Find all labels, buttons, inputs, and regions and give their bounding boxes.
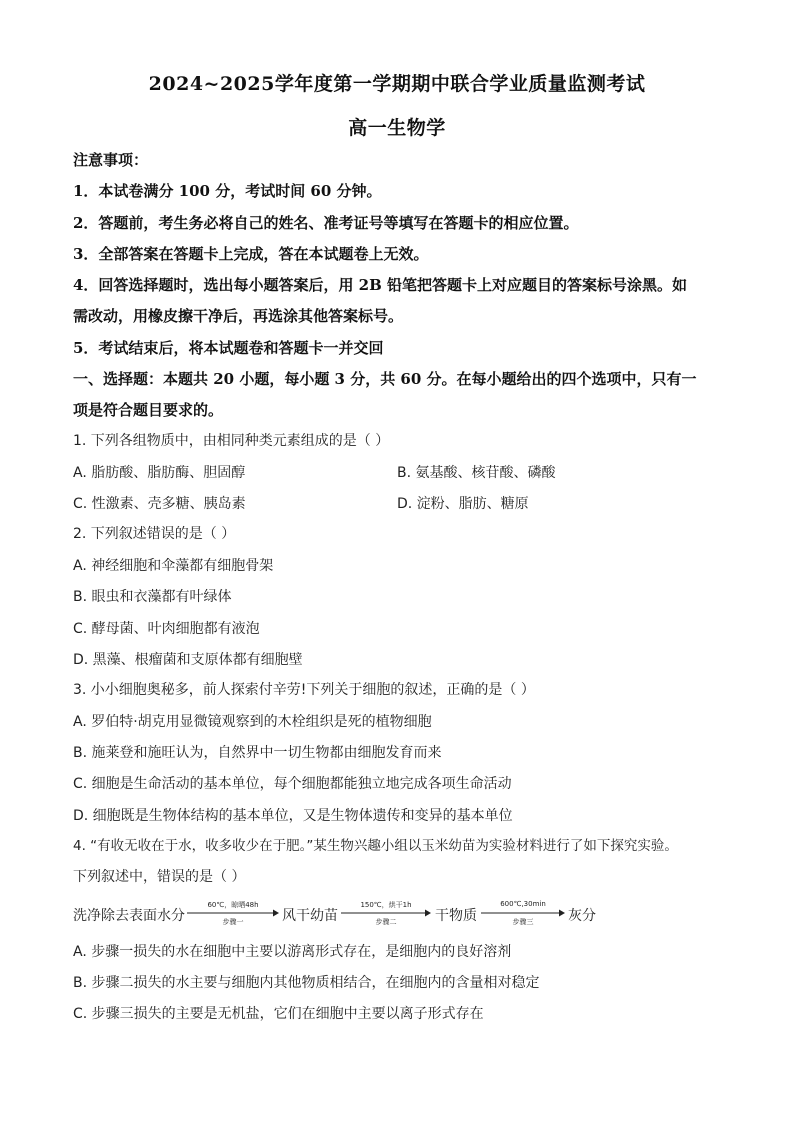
q1-stem: 1. 下列各组物质中，由相同种类元素组成的是（ ）	[73, 433, 390, 449]
q4-stem-cont: 下列叙述中，错误的是（ ）	[73, 869, 246, 885]
section-heading-cont: 项是符合题目要求的。	[73, 401, 224, 419]
arrow-right-icon	[481, 909, 565, 917]
q3-option-d[interactable]: D. 细胞既是生物体结构的基本单位，又是生物体遗传和变异的基本单位	[73, 808, 513, 824]
notice-item-3: 3．全部答案在答题卡上完成，答在本试题卷上无效。	[73, 245, 429, 263]
flow-step-air-dried-seedlings: 风干幼苗	[282, 908, 338, 924]
q1-option-a[interactable]: A. 脂肪酸、脂肪酶、胆固醇	[73, 465, 246, 481]
arrow-step1-condition: 60℃，晾晒48h	[207, 901, 259, 909]
q1-option-b[interactable]: B. 氨基酸、核苷酸、磷酸	[397, 465, 556, 481]
notice-item-1: 1．本试卷满分 100 分，考试时间 60 分钟。	[73, 182, 382, 200]
arrow-step2-label: 步骤二	[375, 918, 397, 926]
q2-option-a[interactable]: A. 神经细胞和伞藻都有细胞骨架	[73, 558, 274, 574]
flow-arrow-step2	[341, 900, 431, 930]
q4-option-b[interactable]: B. 步骤二损失的水主要与细胞内其他物质相结合，在细胞内的含量相对稳定	[73, 975, 540, 991]
notice-item-4-cont: 需改动，用橡皮擦干净后，再选涂其他答案标号。	[73, 307, 404, 325]
arrow-right-icon	[187, 909, 279, 917]
flow-step-dry-matter: 干物质	[435, 908, 477, 924]
q3-option-b[interactable]: B. 施莱登和施旺认为，自然界中一切生物都由细胞发育而来	[73, 745, 442, 761]
q2-stem: 2. 下列叙述错误的是（ ）	[73, 526, 236, 542]
flow-step-washed-seedlings: 洗净除去表面水分	[73, 908, 185, 924]
notice-item-4: 4．回答选择题时，选出每小题答案后，用 2B 铅笔把答题卡上对应题目的答案标号涂黑。如	[73, 276, 688, 294]
arrow-step1-label: 步骤一	[222, 918, 244, 926]
q2-option-c[interactable]: C. 酵母菌、叶肉细胞都有液泡	[73, 621, 260, 637]
section-heading: 一、选择题：本题共 20 小题，每小题 3 分，共 60 分。在每小题给出的四个选项中，只有一	[73, 370, 697, 388]
q4-option-c[interactable]: C. 步骤三损失的主要是无机盐，它们在细胞中主要以离子形式存在	[73, 1006, 484, 1022]
q4-stem: 4. “有收无收在于水，收多收少在于肥。”某生物兴趣小组以玉米幼苗为实验材料进行了如下探究实验。	[73, 838, 678, 854]
q1-option-d[interactable]: D. 淀粉、脂肪、糖原	[397, 496, 529, 512]
notice-heading: 注意事项：	[73, 151, 149, 169]
arrow-right-icon	[341, 909, 431, 917]
notice-item-5: 5．考试结束后，将本试题卷和答题卡一并交回	[73, 339, 384, 357]
exam-title: 2024~2025学年度第一学期期中联合学业质量监测考试	[148, 73, 646, 95]
experiment-flowchart	[73, 900, 723, 930]
q3-option-c[interactable]: C. 细胞是生命活动的基本单位，每个细胞都能独立地完成各项生命活动	[73, 776, 512, 792]
arrow-step3-condition: 600℃,30min	[500, 900, 546, 908]
flow-step-ash: 灰分	[568, 908, 596, 924]
flow-arrow-step3	[481, 900, 565, 930]
arrow-step2-condition: 150℃，烘干1h	[360, 901, 412, 909]
flow-arrow-step1	[187, 900, 279, 930]
q1-option-c[interactable]: C. 性激素、壳多糖、胰岛素	[73, 496, 246, 512]
q2-option-b[interactable]: B. 眼虫和衣藻都有叶绿体	[73, 589, 232, 605]
q3-option-a[interactable]: A. 罗伯特·胡克用显微镜观察到的木栓组织是死的植物细胞	[73, 714, 432, 730]
exam-subject: 高一生物学	[348, 117, 446, 139]
arrow-step3-label: 步骤三	[512, 918, 534, 926]
q2-option-d[interactable]: D. 黑藻、根瘤菌和支原体都有细胞壁	[73, 652, 303, 668]
q4-option-a[interactable]: A. 步骤一损失的水在细胞中主要以游离形式存在，是细胞内的良好溶剂	[73, 944, 512, 960]
q3-stem: 3. 小小细胞奥秘多，前人探索付辛劳!下列关于细胞的叙述，正确的是（ ）	[73, 682, 535, 698]
notice-item-2: 2．答题前，考生务必将自己的姓名、准考证号等填写在答题卡的相应位置。	[73, 214, 579, 232]
